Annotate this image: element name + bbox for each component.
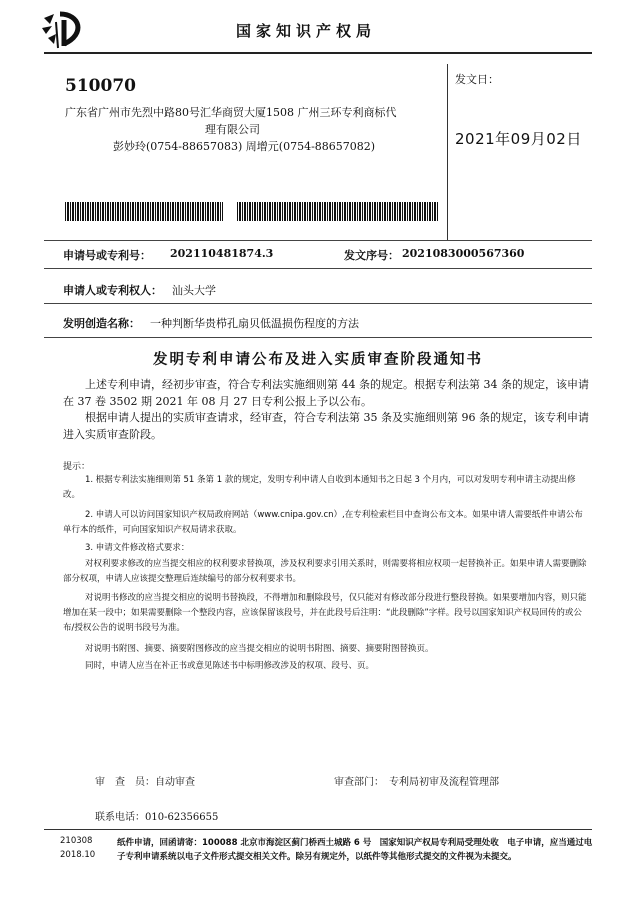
address-divider <box>447 64 448 240</box>
row-divider <box>44 240 592 241</box>
hint-subitem: 同时，申请人应当在补正书或意见陈述书中标明修改涉及的权项、段号、页。 <box>85 661 375 671</box>
row-divider <box>44 303 592 304</box>
form-code: 210308 <box>60 836 93 846</box>
send-no-value: 2021083000567360 <box>402 247 525 260</box>
notice-paragraph: 根据申请人提出的实质审查请求，经审查，符合专利法第 35 条及实施细则第 96 条的规定，该专利申请进入实质审查阶段。 <box>63 411 589 441</box>
hint-item: 3. 申请文件修改格式要求： <box>85 543 190 553</box>
application-no-value: 202110481874.3 <box>170 247 274 260</box>
address-line-1: 广东省广州市先烈中路80号汇华商贸大厦1508 广州三环专利商标代 <box>65 106 397 119</box>
barcode-right <box>237 202 439 221</box>
hint-subitem: 对说明书修改的应当提交相应的说明书替换段，不得增加和删除段号，仅只能对有修改部分段进行整段替换。如果要增加内容，则只能增加在某一段中；如果需要删除一个整段内容，应该保留该段号，并在此段号后注明：“此段删除”字样。段号以国家知识产权局回传的或公布/授权公告的说明书段号为准。 <box>63 593 587 633</box>
hint-item: 2. 申请人可以访问国家知识产权局政府网站（www.cnipa.gov.cn）,在专利检索栏目中查询公布文本。如果申请人需要纸件申请公布单行本的纸件，可向国家知识产权局请求获取。 <box>63 510 583 535</box>
office-name: 国家知识产权局 <box>236 22 377 40</box>
send-date-value: 2021年09月02日 <box>455 130 582 148</box>
applicant-value: 汕头大学 <box>172 284 216 297</box>
notice-heading: 发明专利申请公布及进入实质审查阶段通知书 <box>153 351 483 368</box>
row-divider <box>44 337 592 338</box>
send-no-label: 发文序号： <box>344 249 399 262</box>
agent-contacts: 彭妙玲(0754-88657083) 周增元(0754-88657082) <box>113 140 376 153</box>
cnipa-logo-icon <box>40 10 88 50</box>
hint-subitem: 对说明书附图、摘要、摘要附图修改的应当提交相应的说明书附图、摘要、摘要附图替换页。 <box>85 644 434 654</box>
header-divider <box>44 52 592 54</box>
form-date: 2018.10 <box>60 850 96 860</box>
applicant-label: 申请人或专利权人： <box>63 284 162 297</box>
invention-title-value: 一种判断华贵栉孔扇贝低温损伤程度的方法 <box>150 317 359 330</box>
invention-title-label: 发明创造名称： <box>63 317 140 330</box>
footer-divider <box>44 829 592 830</box>
notice-paragraph: 上述专利申请，经初步审查，符合专利法实施细则第 44 条的规定。根据专利法第 34 条的规定，该申请在 37 卷 3502 期 2021 年 08 月 27 日专利公报上予以公布。 <box>63 378 589 408</box>
postcode: 510070 <box>65 76 136 96</box>
application-no-label: 申请号或专利号： <box>63 249 151 262</box>
hints-label: 提示： <box>63 462 91 472</box>
examining-department: 审查部门： 专利局初审及流程管理部 <box>334 777 499 788</box>
send-date-label: 发文日： <box>455 73 499 86</box>
hint-subitem: 对权利要求修改的应当提交相应的权利要求替换项，涉及权利要求引用关系时，则需要将相应权项一起替换补正。如果申请人需要删除部分权项，申请人应该提交整理后连续编号的部分权利要求书。 <box>63 559 587 584</box>
hint-item: 1. 根据专利法实施细则第 51 条第 1 款的规定，发明专利申请人自收到本通知书之日起 3 个月内，可以对发明专利申请主动提出修改。 <box>63 475 576 500</box>
contact-phone: 联系电话：010-62356655 <box>95 812 219 823</box>
examiner: 审 查 员：自动审查 <box>95 777 195 788</box>
footer-note: 纸件申请，回函请寄：100088 北京市海淀区蓟门桥西土城路 6 号 国家知识产权局专利局受理处收 电子申请，应当通过电子专利申请系统以电子文件形式提交相关文件。除另有规定外，以纸件等其他形式提交的文件视为未提交。 <box>117 838 593 862</box>
row-divider <box>44 268 592 269</box>
address-line-2: 理有限公司 <box>205 123 260 136</box>
barcode-left <box>65 202 223 221</box>
